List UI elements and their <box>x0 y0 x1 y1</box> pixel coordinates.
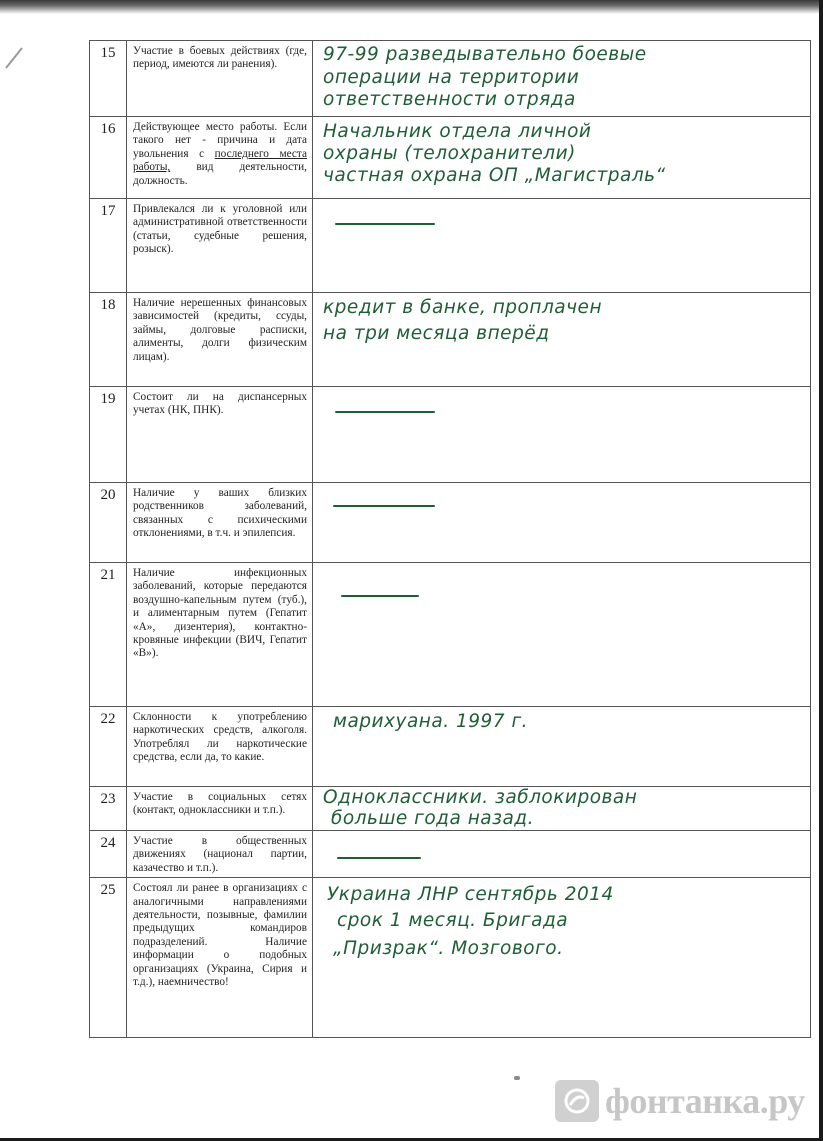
table-row <box>90 41 811 117</box>
empty-answer-dash <box>341 595 419 597</box>
scan-edge-right <box>819 0 823 1141</box>
handwritten-answer: операции на территории <box>323 67 580 88</box>
handwritten-answer: Одноклассники. заблокирован <box>323 787 638 808</box>
table-row <box>90 787 811 831</box>
question-text: Наличие инфекционных заболеваний, которые передаются воздушно-капельным путем (туб.), и алиментарным путем (Гепатит «А», дизентерия), контактно-кровяные инфекции (ВИЧ, Гепатит «В»). <box>127 563 313 707</box>
row-number: 24 <box>90 831 127 878</box>
row-number: 22 <box>90 707 127 787</box>
empty-answer-dash <box>333 505 435 507</box>
empty-answer-dash <box>337 857 421 859</box>
answer-cell <box>313 878 811 1038</box>
answer-cell <box>313 41 811 117</box>
question-text: Привлекался ли к уголовной или административной ответственности (статьи, судебные решения, розыск). <box>127 199 313 293</box>
answer-cell <box>313 483 811 563</box>
question-text: Наличие у ваших близких родственников заболеваний, связанных с психическими отклонениями, в т.ч. и эпилепсия. <box>127 483 313 563</box>
row-number: 18 <box>90 293 127 387</box>
empty-answer-dash <box>335 223 435 225</box>
row-number: 23 <box>90 787 127 831</box>
table-row <box>90 293 811 387</box>
table-row <box>90 387 811 483</box>
table-row <box>90 878 811 1038</box>
empty-answer-dash <box>335 411 435 413</box>
table-row <box>90 483 811 563</box>
table-row <box>90 831 811 878</box>
question-text: Участие в общественных движениях (национал партии, казачество и т.п.). <box>127 831 313 878</box>
scan-edge-top <box>0 0 823 14</box>
question-text: Участие в социальных сетях (контакт, одноклассники и т.п.). <box>127 787 313 831</box>
handwritten-answer: „Призрак“. Мозгового. <box>333 938 564 960</box>
handwritten-answer: срок 1 месяц. Бригада <box>337 910 569 932</box>
answer-cell <box>313 707 811 787</box>
question-text-part: Действующее место работы. Если такого нет - причина и дата увольнения с <box>133 121 307 160</box>
row-number: 17 <box>90 199 127 293</box>
handwritten-answer: Начальник отдела личной <box>323 121 592 142</box>
handwritten-answer: ответственности отряда <box>323 89 576 110</box>
watermark-text: фонтанка.ру <box>605 1081 805 1121</box>
question-text-part: вид деятельности, должность. <box>133 161 307 187</box>
answer-cell <box>313 117 811 199</box>
row-number: 16 <box>90 117 127 199</box>
watermark-logo <box>555 1080 805 1122</box>
handwritten-answer: кредит в банке, проплачен <box>323 297 603 318</box>
question-text: Склонности к употреблению наркотических средств, алкоголя. Употреблял ли наркотические средства, если да, то какие. <box>127 707 313 787</box>
answer-cell <box>313 199 811 293</box>
question-text: Состоит ли на диспансерных учетах (НК, ПНК). <box>127 387 313 483</box>
answer-cell <box>313 831 811 878</box>
handwritten-answer: марихуана. 1997 г. <box>333 711 529 732</box>
handwritten-answer: на три месяца вперёд <box>323 323 550 344</box>
row-number: 25 <box>90 878 127 1038</box>
row-number: 15 <box>90 41 127 117</box>
question-text: Наличие нерешенных финансовых зависимостей (кредиты, ссуды, займы, долговые расписки, алименты, долги физическим лицам). <box>127 293 313 387</box>
row-number: 19 <box>90 387 127 483</box>
scan-speck <box>514 1076 520 1080</box>
table-row <box>90 117 811 199</box>
handwritten-answer: 97-99 разведывательно боевые <box>323 44 647 65</box>
row-number: 21 <box>90 563 127 707</box>
handwritten-answer: больше года назад. <box>331 808 534 829</box>
handwritten-answer: охраны (телохранители) <box>323 143 576 164</box>
answer-cell <box>313 293 811 387</box>
question-text <box>127 117 313 199</box>
table-row <box>90 707 811 787</box>
answer-cell <box>313 387 811 483</box>
scan-artifact-mark <box>4 44 26 70</box>
questionnaire-table <box>89 40 811 1038</box>
table-row <box>90 199 811 293</box>
handwritten-answer: Украина ЛНР сентябрь 2014 <box>327 884 614 906</box>
watermark-badge <box>555 1080 599 1122</box>
handwritten-answer: частная охрана ОП „Магистраль“ <box>323 165 666 186</box>
question-text: Участие в боевых действиях (где, период, имеются ли ранения). <box>127 41 313 117</box>
row-number: 20 <box>90 483 127 563</box>
answer-cell <box>313 563 811 707</box>
answer-cell <box>313 787 811 831</box>
table-row <box>90 563 811 707</box>
fontanka-logo-icon <box>562 1086 592 1116</box>
question-text-underlined: последнего места работы, <box>133 147 307 174</box>
question-text: Состоял ли ранее в организациях с аналогичными направлениями деятельности, позывные, фамилии предыдущих командиров подразделений. Наличие информации о подобных организациях (Украина, Сирия и т.д.), наемничество! <box>127 878 313 1038</box>
